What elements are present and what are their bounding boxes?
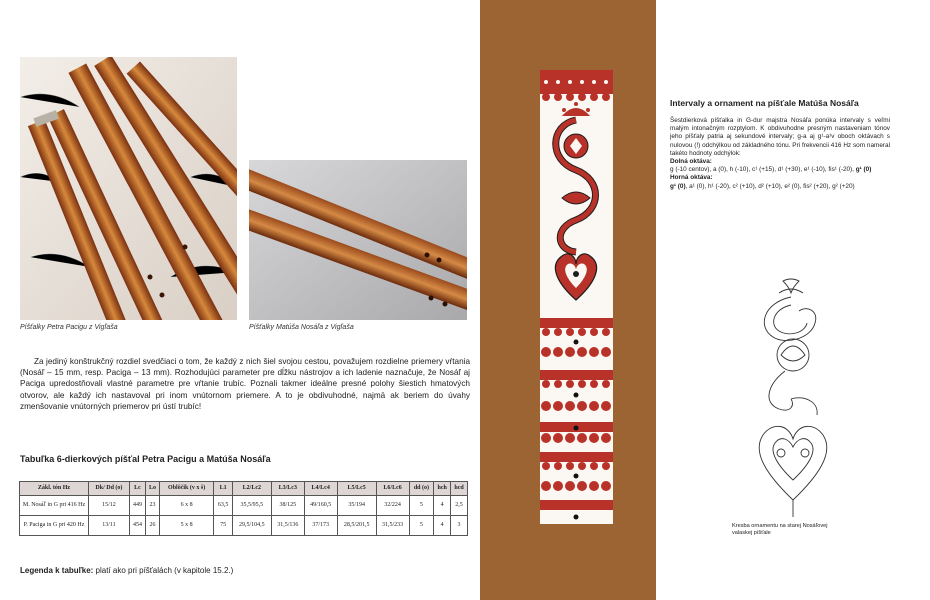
table-title: Tabuľka 6-dierkových píšťal Petra Pacigu a Matúša Nosáľa <box>20 454 271 464</box>
table-cell: 4 <box>434 496 451 516</box>
legend-text: platí ako pri píšťalách (v kapitole 15.2.) <box>93 566 234 575</box>
table-cell: 35,5/95,5 <box>232 496 271 516</box>
drawing-caption: Kresba ornamentu na starej Nosáľovej valaskej píšťale <box>732 523 828 536</box>
photo-paciga-flutes <box>20 57 237 320</box>
col-header: L1 <box>214 482 232 496</box>
table-cell: 2,5 <box>451 496 468 516</box>
col-header: Oblôčik (v x š) <box>159 482 214 496</box>
table-cell: 23 <box>146 496 160 516</box>
col-header: Lc <box>129 482 145 496</box>
table-cell: 38/125 <box>271 496 304 516</box>
table-cell: 75 <box>214 516 232 536</box>
photo-caption-paciga: Píšťalky Petra Pacigu z Vigľaša <box>20 324 118 331</box>
table-cell: 13/11 <box>89 516 130 536</box>
col-header: Lo <box>146 482 160 496</box>
col-header: L5/Lc5 <box>337 482 376 496</box>
col-header: L6/Lc6 <box>376 482 409 496</box>
col-header: dd (o) <box>409 482 434 496</box>
upper-octave-values: , a¹ (0), h¹ (-20), c² (+10), d² (+10), e² (0), fis² (+20), g² (+20) <box>685 182 855 190</box>
upper-octave-label: Horná oktáva: <box>670 174 713 182</box>
table-row <box>20 516 468 536</box>
table-cell: P. Paciga in G pri 420 Hz <box>20 516 89 536</box>
table-cell: 63,5 <box>214 496 232 516</box>
table-cell: 37/173 <box>304 516 337 536</box>
table-cell: 29,5/104,5 <box>232 516 271 536</box>
table-cell: 31,5/233 <box>376 516 409 536</box>
flute-ornament-strip <box>540 70 613 524</box>
photo-nosal-flutes <box>249 160 467 320</box>
table-legend <box>20 566 233 575</box>
legend-label: Legenda k tabuľke: <box>20 566 94 575</box>
flute-parameters-table <box>19 481 468 536</box>
intervals-text <box>670 117 890 191</box>
photo-caption-nosal: Píšťalky Matúša Nosáľa z Vigľaša <box>249 324 354 331</box>
table-cell: 15/12 <box>89 496 130 516</box>
table-cell: 26 <box>146 516 160 536</box>
col-header: hch <box>434 482 451 496</box>
body-paragraph: Za jediný konštrukčný rozdiel svedčiaci o tom, že každý z nich šiel svojou cestou, považujem rozdielne priemery vŕtania (Nosáľ – 15 mm, resp. Paciga – 13 mm). Rozhodujúci parameter pre dĺžku nástrojov a ich ladenie naznačuje, že Nosáľ aj Paciga upredostňovali vlastné parametre pre vŕtanie trubíc. Poznali takmer ideálne presné polohy šiestich hmatových otvorov, ale každý ich nastavoval pri inom vnútornom priemere. A to je obdivuhodné, najmä ak beriem do úvahy zmenšovanie vnútorných priemerov pri ústí trubíc! <box>20 357 470 411</box>
table-cell: 5 x 8 <box>159 516 214 536</box>
table-cell: 35/194 <box>337 496 376 516</box>
table-row <box>20 496 468 516</box>
col-header: L2/Lc2 <box>232 482 271 496</box>
col-header: L4/Lc4 <box>304 482 337 496</box>
table-cell: M. Nosáľ in G pri 416 Hz <box>20 496 89 516</box>
table-cell: 31,5/136 <box>271 516 304 536</box>
table-cell: 3 <box>451 516 468 536</box>
col-header: L3/Lc3 <box>271 482 304 496</box>
section-title: Intervaly a ornament na píšťale Matúša Nosáľa <box>670 98 859 108</box>
table-cell: 28,5/201,5 <box>337 516 376 536</box>
col-header: Dk/ Dd (o) <box>89 482 130 496</box>
table-cell: 5 <box>409 516 434 536</box>
intervals-intro: Šestdierková píšťalka in G-dur majstra Nosáľa ponúka intervaly s veľmi malým intonačným rozptylom. K obdivuhodne presným nastaveniam tónov jeho píšťaly patria aj sekundové intervaly; g-a aj g¹-a¹v oboch oktávach s nulovou (!) odchýlkou od základného tónu. Pri frekvencii 416 Hz som nameral takéto hodnoty odchýlok: <box>670 117 890 157</box>
lower-octave-label: Dolná oktáva: <box>670 158 712 166</box>
table-cell: 449 <box>129 496 145 516</box>
col-header: Zákl. tón Hz <box>20 482 89 496</box>
table-cell: 454 <box>129 516 145 536</box>
ornament-line-drawing <box>733 275 843 520</box>
lower-octave-end: g¹ (0) <box>855 166 872 174</box>
upper-octave-start: g¹ (0) <box>670 182 686 190</box>
lower-octave-values: g (-10 centov), a (0), h (-10), c¹ (+15), d¹ (+30), e¹ (-10), fis¹ (-20), <box>670 166 856 174</box>
table-cell: 6 x 8 <box>159 496 214 516</box>
table-cell: 32/224 <box>376 496 409 516</box>
table-cell: 4 <box>434 516 451 536</box>
col-header: hcd <box>451 482 468 496</box>
table-cell: 5 <box>409 496 434 516</box>
table-cell: 49/160,5 <box>304 496 337 516</box>
table-header-row <box>20 482 468 496</box>
